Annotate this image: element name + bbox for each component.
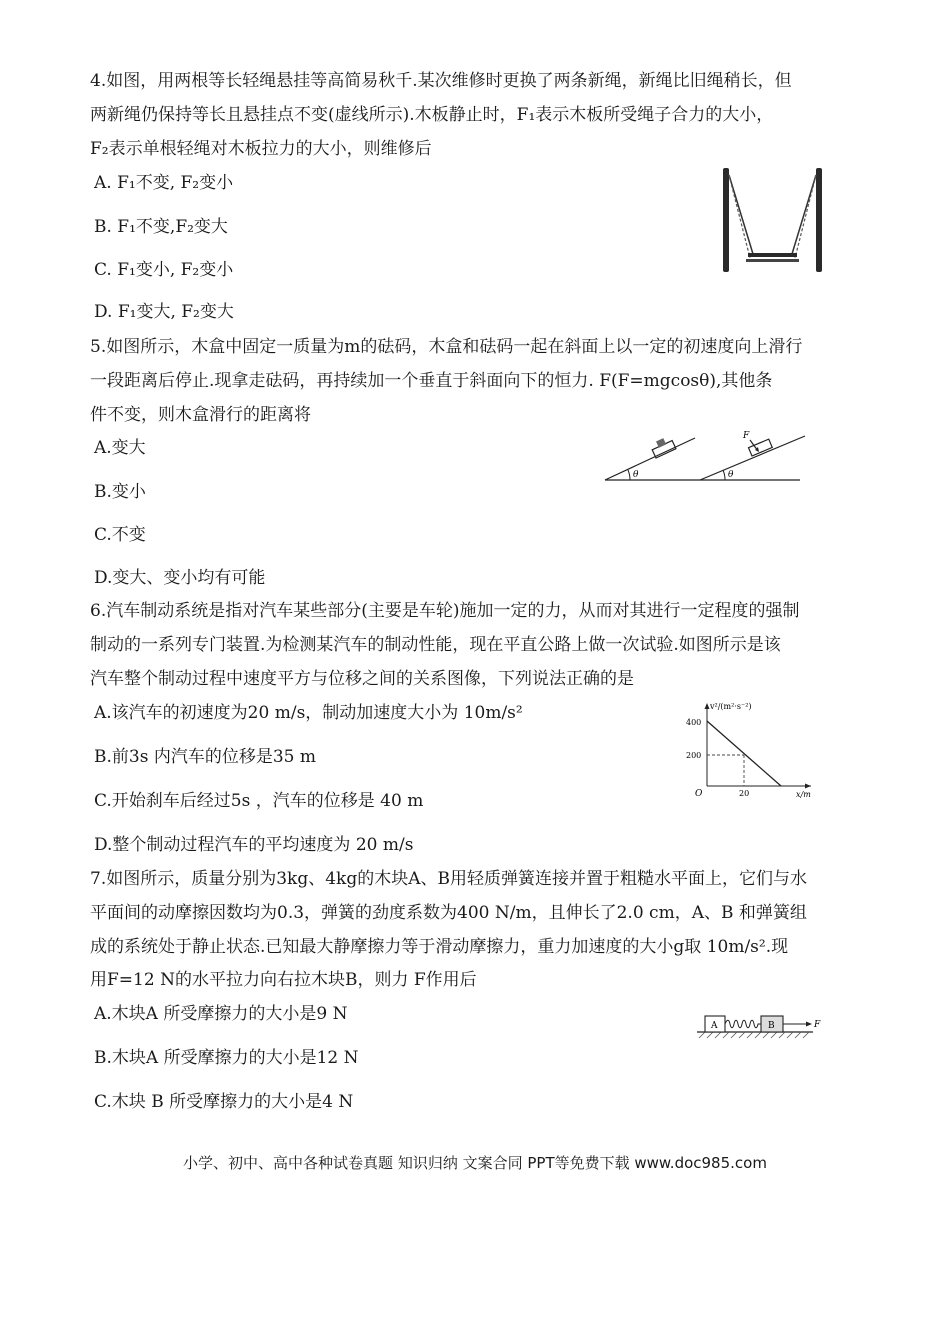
q6-option-c: C.开始刹车后经过5s ，汽车的位移是 40 m: [94, 791, 424, 811]
q7-option-a: A.木块A 所受摩擦力的大小是9 N: [94, 1004, 348, 1024]
q7-option-b: B.木块A 所受摩擦力的大小是12 N: [94, 1048, 359, 1068]
swing-board-new: [746, 259, 799, 262]
q7-stem-line1: 7.如图所示，质量分别为3kg、4kg的木块A、B用轻质弹簧连接并置于粗糙水平面上，它们与水: [90, 869, 807, 889]
block-a-label: A: [711, 1021, 718, 1031]
q6-stem-line1: 6.汽车制动系统是指对汽车某些部分(主要是车轮)施加一定的力，从而对其进行一定程度的强制: [90, 601, 800, 621]
q6-option-a: A.该汽车的初速度为20 m/s，制动加速度大小为 10m/s²: [94, 703, 523, 723]
spring-block-figure: [695, 1010, 825, 1042]
theta-label-2: θ: [728, 470, 734, 480]
ground-hatch: [699, 1032, 809, 1038]
swing-left-pole: [723, 168, 729, 272]
q7-stem-line3: 成的系统处于静止状态.已知最大静摩擦力等于滑动摩擦力，重力加速度的大小g取 10m/s².现: [90, 937, 789, 957]
q4-option-b: B. F₁不变,F₂变大: [94, 217, 228, 237]
v2-x-graph: [683, 700, 818, 800]
page-footer: 小学、初中、高中各种试卷真题 知识归纳 文案合同 PPT等免费下载 www.doc985.com: [183, 1154, 767, 1172]
incline-figure: [600, 428, 815, 486]
force-label: F: [743, 431, 750, 441]
q6-option-d: D.整个制动过程汽车的平均速度为 20 m/s: [94, 835, 414, 855]
q4-stem-line3: F₂表示单根轻绳对木板拉力的大小，则维修后: [90, 139, 432, 159]
q5-option-a: A.变大: [94, 438, 146, 458]
incline-with-weight: [605, 435, 700, 480]
q7-stem-line2: 平面间的动摩擦因数均为0.3，弹簧的劲度系数为400 N/m，且伸长了2.0 cm，A、B 和弹簧组: [90, 903, 807, 923]
q4-option-d: D. F₁变大, F₂变大: [94, 302, 234, 322]
spring: [725, 1020, 761, 1028]
y-axis-label: v²/(m²·s⁻²): [710, 702, 752, 711]
q4-stem-line2: 两新绳仍保持等长且悬挂点不变(虚线所示).木板静止时，F₁表示木板所受绳子合力的大小，: [90, 105, 774, 125]
theta-label-1: θ: [633, 470, 639, 480]
tick-200: 200: [686, 751, 702, 760]
box-with-weight: [650, 435, 676, 458]
q5-stem-line3: 件不变，则木盒滑行的距离将: [90, 405, 311, 425]
q4-stem-line1: 4.如图，用两根等长轻绳悬挂等高简易秋千.某次维修时更换了两条新绳，新绳比旧绳稍长，但: [90, 71, 792, 91]
x-axis-label: x/m: [796, 790, 811, 799]
tick-20: 20: [739, 789, 750, 798]
q6-stem-line2: 制动的一系列专门装置.为检测某汽车的制动性能，现在平直公路上做一次试验.如图所示是该: [90, 635, 781, 655]
block-b-label: B: [768, 1021, 775, 1031]
q5-stem-line2: 一段距离后停止.现拿走砝码，再持续加一个垂直于斜面向下的恒力. F(F=mgcosθ),其他条: [90, 371, 773, 391]
q4-option-c: C. F₁变小, F₂变小: [94, 260, 234, 280]
force-f-label: F: [814, 1020, 821, 1030]
origin-label: O: [695, 789, 703, 799]
swing-new-rope-left: [729, 175, 750, 258]
q5-stem-line1: 5.如图所示，木盒中固定一质量为m的砝码，木盒和砝码一起在斜面上以一定的初速度向上滑行: [90, 337, 803, 357]
swing-new-rope-right: [795, 175, 816, 258]
swing-right-pole: [816, 168, 822, 272]
q4-option-a: A. F₁不变, F₂变小: [94, 173, 234, 193]
q7-stem-line4: 用F=12 N的水平拉力向右拉木块B，则力 F作用后: [90, 970, 477, 990]
q6-stem-line3: 汽车整个制动过程中速度平方与位移之间的关系图像，下列说法正确的是: [90, 669, 634, 689]
q7-option-c: C.木块 B 所受摩擦力的大小是4 N: [94, 1092, 354, 1112]
incline-with-force: [700, 431, 805, 480]
tick-400: 400: [686, 718, 702, 727]
q5-option-c: C.不变: [94, 525, 146, 545]
box-empty: [748, 439, 772, 456]
q5-option-d: D.变大、变小均有可能: [94, 568, 266, 588]
swing-board: [748, 253, 797, 257]
q5-option-b: B.变小: [94, 482, 146, 502]
q6-option-b: B.前3s 内汽车的位移是35 m: [94, 747, 316, 767]
swing-figure: [715, 165, 830, 275]
